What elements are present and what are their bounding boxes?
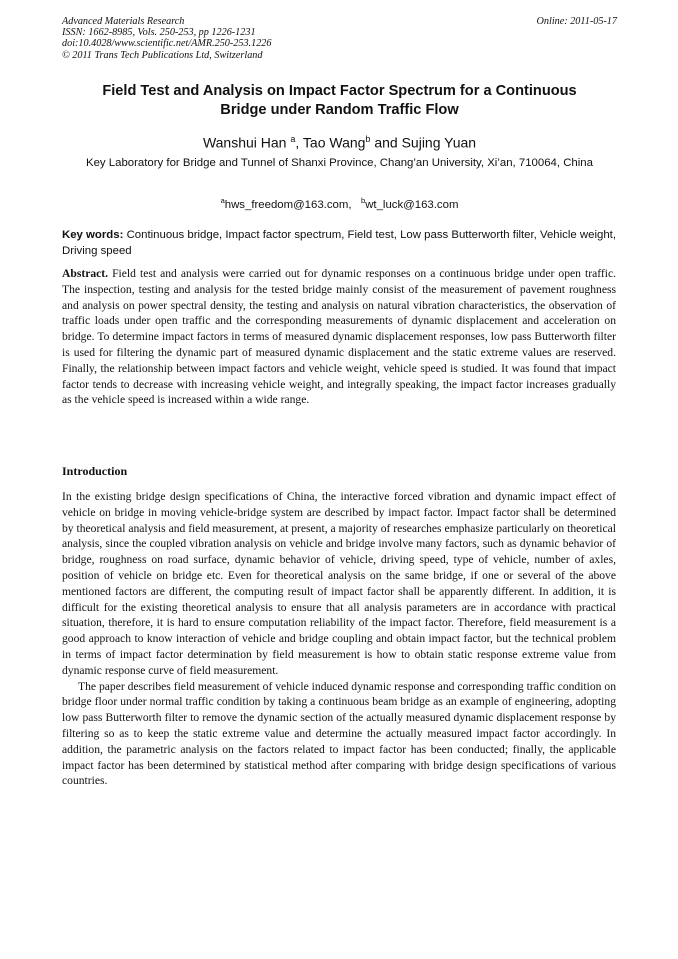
email-b-mark: b bbox=[361, 196, 366, 205]
email-b[interactable]: wt_luck@163.com bbox=[365, 198, 459, 211]
paper-title bbox=[62, 82, 617, 120]
author-separator-1: , bbox=[295, 134, 303, 151]
title-line-2: Bridge under Random Traffic Flow bbox=[220, 102, 459, 118]
abstract-text: Field test and analysis were carried out for dynamic responses on a continuous bridge under open traffic. The inspection, testing and analysis for the tested bridge mainly consist of the measurement of pavement roughness and analysis on power spectral density, the testing and analysis on natural vibration characteristics, the observation of traffic loads under open traffic and the corresponding measurements of dynamic displacement and acceleration on bridge. To determine impact factors in terms of measured dynamic displacement responses, low pass Butterworth filter is used for filtering the dynamic part of measured dynamic displacement and the static extreme values are reserved. Finally, the relationship between impact factors and vehicle weight, vehicle speed is studied. It was found that impact factor tends to decrease with increasing vehicle weight, and integrally speaking, the impact factor increases gradually as the vehicle speed is increased within a wide range. bbox=[62, 267, 616, 407]
copyright-line: © 2011 Trans Tech Publications Ltd, Switzerland bbox=[62, 49, 263, 61]
section-heading-introduction: Introduction bbox=[62, 464, 128, 478]
keywords bbox=[62, 228, 616, 259]
introduction-paragraph-2: The paper describes field measurement of vehicle induced dynamic response and corresponding traffic condition on bridge floor under normal traffic condition by taking a continuous beam bridge as an example of engineering, adopting low pass Butterworth filter to remove the dynamic section of the actually measured dynamic displacement response by filtering so as to keep the static extreme value and determine the actually measured impact factor accordingly. In addition, the parametric analysis on the factors related to impact factor has been conducted; finally, the applicable impact factor has been determined by statistical method after comparing with bridge design specifications of various countries. bbox=[62, 679, 616, 788]
keywords-label: Key words: bbox=[62, 229, 124, 241]
issn-line: ISSN: 1662-8985, Vols. 250-253, pp 1226-1231 bbox=[62, 27, 256, 39]
author-1-mark: a bbox=[290, 134, 296, 144]
introduction-body bbox=[62, 489, 616, 789]
journal-name: Advanced Materials Research bbox=[62, 16, 185, 27]
author-emails bbox=[62, 193, 617, 213]
introduction-paragraph-1: In the existing bridge design specifications of China, the interactive forced vibration and dynamic impact effect of vehicle on bridge in moving vehicle-bridge system are described by impact factor. Impact factor shall be determined by theoretical analysis and field measurement, at present, a majority of researches emphasize particularly on theoretical analysis, since the coupled vibration analysis on vehicle and bridge involve many factors, such as dynamic behavior of bridge, roughness on road surface, dynamic behavior of vehicle, driving speed, type of vehicle, number of axles, position of vehicle on bridge etc. Even for theoretical analysis on the same bridge, if one or several of the above mentioned factors are different, the computing result of impact factor shall be apparently different. In addition, it is difficult for the existing theoretical analysis to ensure that all analysis parameters are in accordance with practical situation, therefore, it is hard to ensure computation reliability of the impact factor. Therefore, field measurement is a good approach to know interaction of vehicle and bridge coupling and obtain impact factor, but the technical problem in terms of impact factor determination by field measurement is how to obtain static response extreme value from dynamic response curve of field measurement. bbox=[62, 490, 617, 677]
email-a[interactable]: hws_freedom@163.com, bbox=[224, 198, 352, 211]
title-line-1: Field Test and Analysis on Impact Factor Spectrum for a Continuous bbox=[102, 83, 577, 99]
author-3: Sujing Yuan bbox=[401, 134, 477, 151]
author-list bbox=[62, 130, 617, 152]
abstract bbox=[62, 266, 616, 408]
doi-line: doi:10.4028/www.scientific.net/AMR.250-253.1226 bbox=[62, 38, 272, 50]
affiliation: Key Laboratory for Bridge and Tunnel of Shanxi Province, Chang’an University, Xi’an, 710064, China bbox=[86, 157, 593, 169]
author-separator-2: and bbox=[370, 134, 402, 151]
keywords-text: Continuous bridge, Impact factor spectrum, Field test, Low pass Butterworth filter, Vehicle weight, Driving speed bbox=[62, 229, 616, 257]
online-date: Online: 2011-05-17 bbox=[536, 16, 617, 27]
abstract-label: Abstract. bbox=[62, 267, 109, 280]
author-2: Tao Wang bbox=[302, 134, 366, 151]
author-2-mark: b bbox=[365, 134, 371, 144]
email-a-mark: a bbox=[220, 196, 225, 205]
journal-header bbox=[62, 16, 617, 61]
author-1: Wanshui Han bbox=[202, 134, 287, 151]
